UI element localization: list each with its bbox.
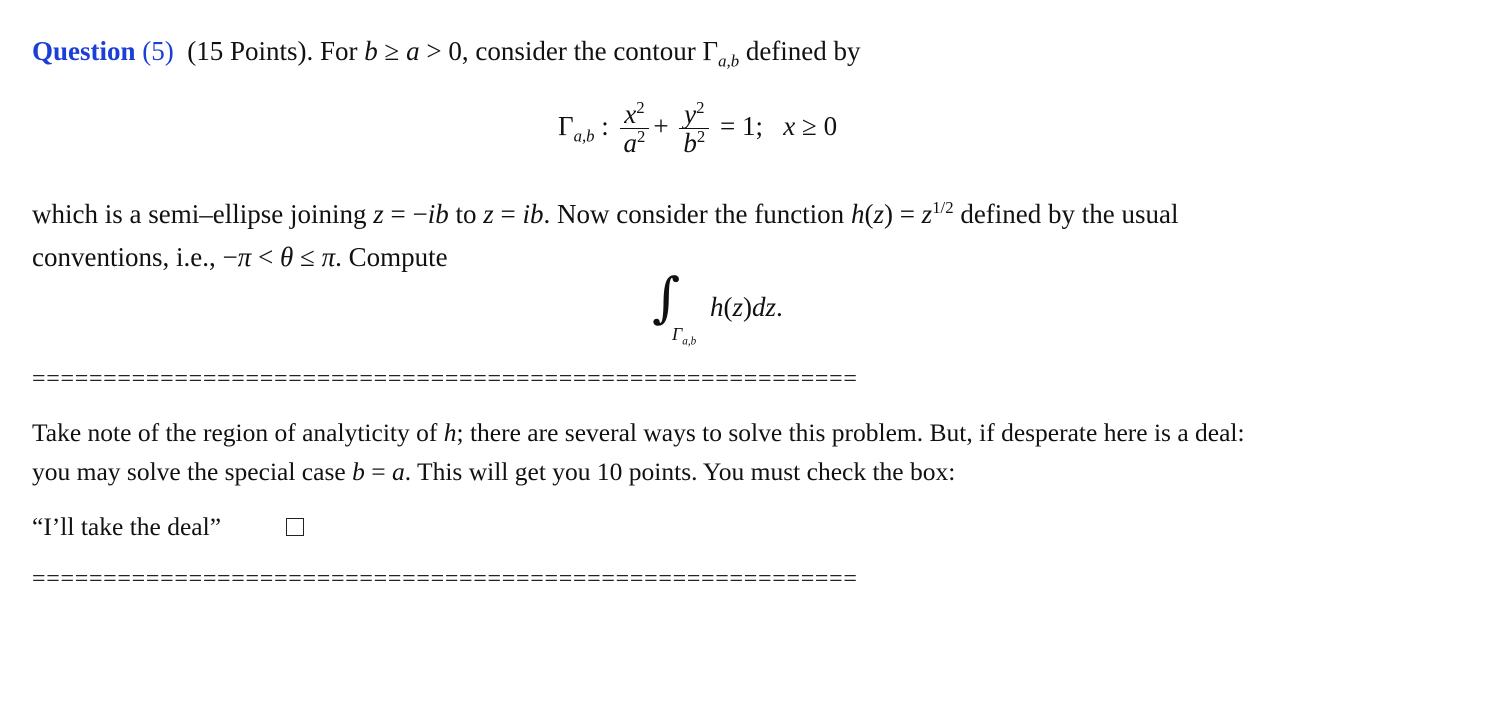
- para2-b: . Compute: [335, 242, 448, 272]
- question-label: Question: [32, 36, 136, 66]
- paragraph-line-1: which is a semi–ellipse joining z = −ib to z = ib. Now consider the function $h(z) = z^{1/2}$ defined by the usual: [32, 198, 1179, 229]
- fraction-x: $\frac{x^2}{a^2}$: [620, 100, 650, 158]
- deal-label: “I’ll take the deal”: [32, 512, 222, 541]
- note-line2-b: . This will get you 10 points. You must check the box:: [404, 457, 956, 486]
- contour-equation: $\Gamma_{a,b}$ : $\frac{x^2}{a^2}$ + $\frac{y^2}{b^2}$ = 1; x ≥ 0: [558, 98, 838, 159]
- note-line1-b: ; there are several ways to solve this problem. But, if desperate here is a deal:: [456, 418, 1245, 447]
- question-intro-b: consider the contour: [475, 36, 696, 66]
- para1-d: defined by the usual: [960, 199, 1179, 229]
- note-line-1: Take note of the region of analyticity of h; there are several ways to solve this problem. But, if desperate here is a deal:: [32, 418, 1245, 447]
- question-intro-a: For: [320, 36, 358, 66]
- question-number: (5): [142, 36, 174, 66]
- separator-rule-top: ==========================================================: [32, 366, 858, 392]
- para1-c: . Now consider the function: [543, 199, 845, 229]
- deal-checkbox[interactable]: [286, 518, 304, 536]
- fraction-y: $\frac{y^2}{b^2}$: [679, 100, 709, 158]
- integrand: h(z)dz.: [710, 292, 783, 322]
- note-line1-a: Take note of the region of analyticity of: [32, 418, 438, 447]
- note-line2-a: you may solve the special case: [32, 457, 346, 486]
- para1-b: to: [455, 199, 477, 229]
- question-points: (15 Points).: [187, 36, 314, 66]
- question-intro-c: defined by: [745, 36, 861, 66]
- question-heading: Question (5) (15 Points). For b ≥ a > 0, consider the contour $\Gamma_{a,b}$ defined by: [32, 36, 861, 71]
- integral-subscript: $\Gamma_{a,b}$: [672, 324, 697, 348]
- paragraph-line-2: conventions, i.e., −π < θ ≤ π. Compute: [32, 242, 448, 272]
- para1-a: which is a semi–ellipse joining: [32, 199, 367, 229]
- integral-sign: ∫: [652, 266, 681, 329]
- para2-a: conventions, i.e.,: [32, 242, 216, 272]
- note-line-2: you may solve the special case b = a. This will get you 10 points. You must check the box:: [32, 457, 956, 486]
- separator-rule-bottom: ==========================================================: [32, 566, 858, 592]
